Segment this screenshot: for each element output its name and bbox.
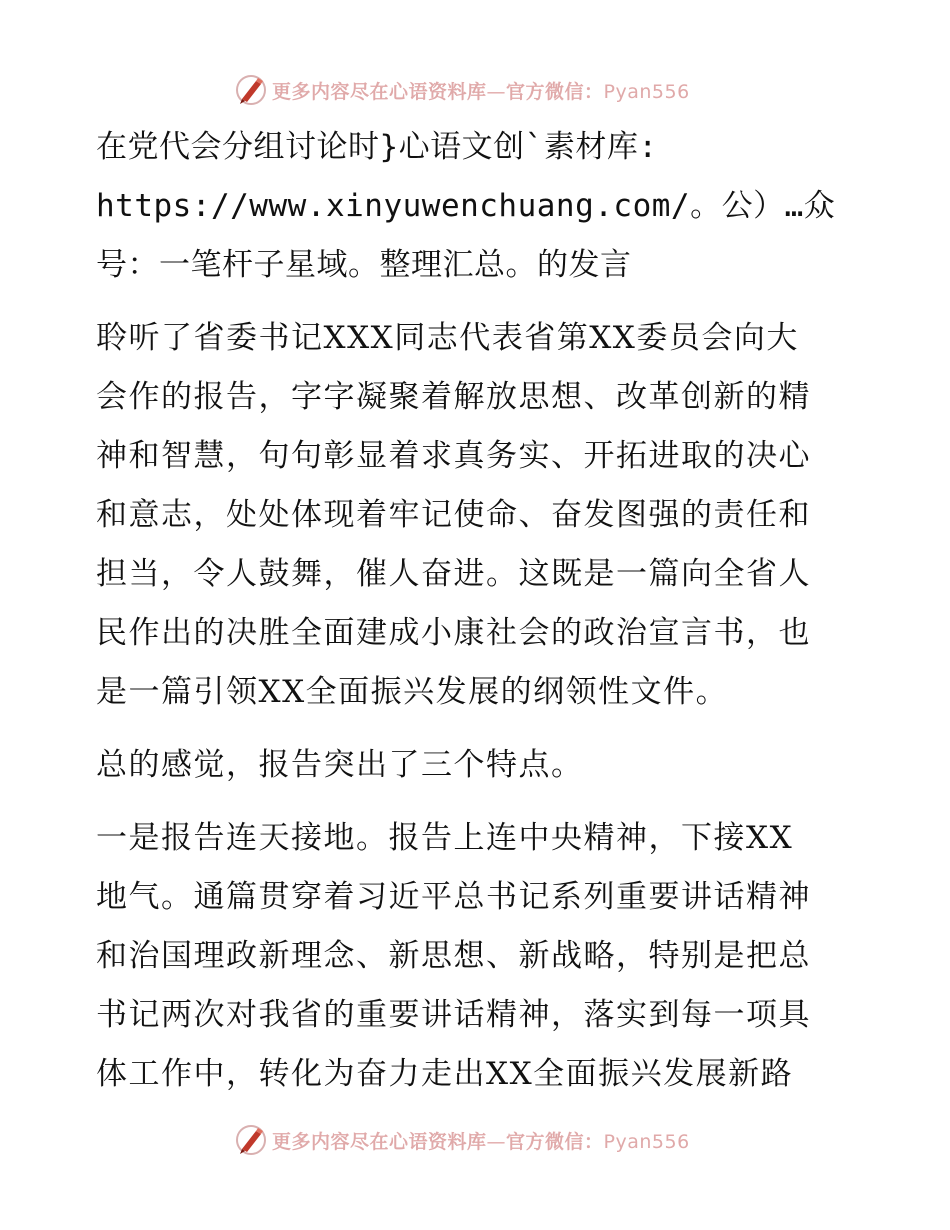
pen-logo-icon	[234, 1123, 268, 1157]
header-watermark	[234, 72, 690, 108]
watermark-account: Pyan556	[603, 80, 690, 103]
watermark-separator: —	[486, 80, 507, 103]
watermark-account: Pyan556	[603, 1130, 690, 1153]
watermark-slogan: 更多内容尽在心语资料库	[272, 80, 487, 103]
watermark-label: 官方微信：	[506, 80, 604, 103]
watermark-label: 官方微信：	[506, 1130, 604, 1153]
paragraph-2: 总的感觉，报告突出了三个特点。	[96, 747, 584, 783]
document-title: 在党代会分组讨论时}心语文创`素材库: https://www.xinyuwenchuang.com/。公）…众 号：一笔杆子星域。整理汇总。的发言	[96, 129, 836, 283]
watermark-text	[272, 77, 690, 104]
document-body	[96, 118, 856, 1104]
paragraph-3: 一是报告连天接地。报告上连中央精神，下接XX 地气。通篇贯穿着习近平总书记系列重要讲话精神 和治国理政新理念、新思想、新战略，特别是把总 书记两次对我省的重要讲话精神，落实到每一项具 体工作中，转化为奋力走出XX全面振兴发展新路	[96, 820, 811, 1092]
paragraph-1: 聆听了省委书记XXX同志代表省第XX委员会向大 会作的报告，字字凝聚着解放思想、改革创新的精 神和智慧，句句彰显着求真务实、开拓进取的决心 和意志，处处体现着牢记使命、奋发图强的责任和 担当，令人鼓舞，催人奋进。这既是一篇向全省人 民作出的决胜全面建成小康社会的政治宣言书，也 是一篇引领XX全面振兴发展的纲领性文件。	[96, 320, 811, 710]
footer-watermark	[234, 1122, 690, 1158]
watermark-separator: —	[486, 1130, 507, 1153]
watermark-text	[272, 1127, 690, 1154]
watermark-slogan: 更多内容尽在心语资料库	[272, 1130, 487, 1153]
pen-logo-icon	[234, 73, 268, 107]
